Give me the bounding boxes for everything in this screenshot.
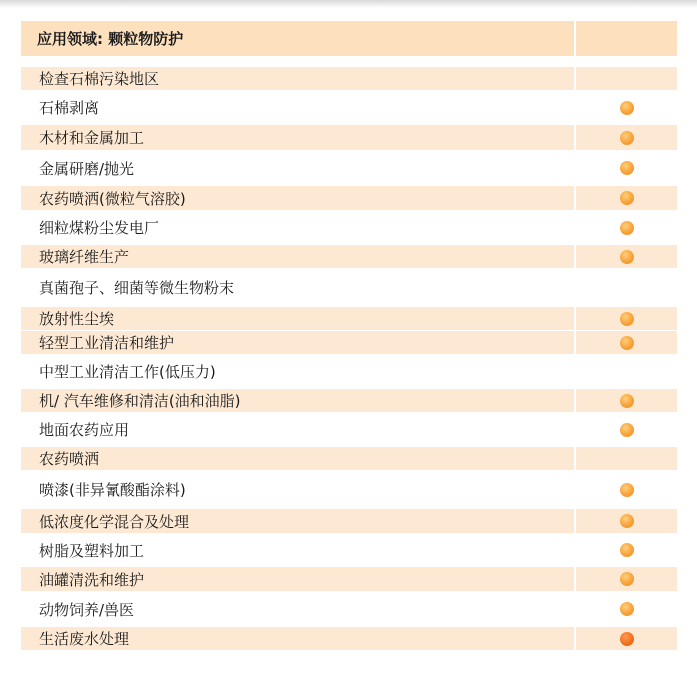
table-row xyxy=(21,151,677,186)
row-label: 木材和金属加工 xyxy=(39,129,145,147)
row-label: 机/ 汽车维修和清洁(油和油脂) xyxy=(39,392,241,410)
row-label: 真菌孢子、细菌等微生物粉末 xyxy=(39,279,235,297)
table-row xyxy=(21,447,677,471)
orange-dot-icon xyxy=(620,221,634,235)
orange-dot-icon xyxy=(620,131,634,145)
row-indicator-cell xyxy=(574,269,677,306)
application-table xyxy=(21,21,677,651)
row-label: 地面农药应用 xyxy=(39,421,130,439)
orange-dot-icon xyxy=(620,101,634,115)
orange-dot-icon xyxy=(620,394,634,408)
row-indicator-cell xyxy=(574,186,677,210)
orange-dot-icon xyxy=(620,572,634,586)
row-label: 中型工业清洁工作(低压力) xyxy=(39,363,216,381)
orange-dot-icon xyxy=(620,514,634,528)
row-indicator-cell xyxy=(574,91,677,124)
orange-dot-icon xyxy=(620,312,634,326)
table-row xyxy=(21,67,677,91)
orange-dot-icon xyxy=(620,632,634,646)
orange-dot-icon xyxy=(620,423,634,437)
row-indicator-cell xyxy=(574,331,677,354)
row-indicator-cell xyxy=(574,125,677,150)
table-row xyxy=(21,509,677,534)
row-label: 金属研磨/抛光 xyxy=(39,159,135,178)
table-row xyxy=(21,471,677,509)
orange-dot-icon xyxy=(620,483,634,497)
table-row xyxy=(21,186,677,211)
orange-dot-icon xyxy=(620,161,634,175)
row-label: 放射性尘埃 xyxy=(39,310,115,328)
table-row xyxy=(21,389,677,413)
row-label: 喷漆(非异氰酸酯涂料) xyxy=(39,481,186,499)
orange-dot-icon xyxy=(620,336,634,350)
row-indicator-cell xyxy=(574,471,677,508)
row-label: 低浓度化学混合及处理 xyxy=(39,512,190,531)
table-body xyxy=(21,67,677,651)
row-indicator-cell xyxy=(574,447,677,470)
row-indicator-cell xyxy=(574,151,677,185)
row-label: 检查石棉污染地区 xyxy=(39,70,160,88)
table-row xyxy=(21,627,677,651)
table-row xyxy=(21,269,677,307)
row-label: 农药喷洒 xyxy=(39,450,100,468)
row-indicator-cell xyxy=(574,389,677,412)
orange-dot-icon xyxy=(620,602,634,616)
row-indicator-cell xyxy=(574,509,677,533)
orange-dot-icon xyxy=(620,250,634,264)
row-label: 农药喷洒(微粒气溶胶) xyxy=(39,189,186,208)
row-indicator-cell xyxy=(574,307,677,330)
row-label: 油罐清洗和维护 xyxy=(39,570,145,589)
row-indicator-cell xyxy=(574,534,677,566)
table-row xyxy=(21,567,677,592)
row-indicator-cell xyxy=(574,245,677,268)
table-row xyxy=(21,355,677,389)
row-label: 生活废水处理 xyxy=(39,630,130,648)
header-spacer xyxy=(21,56,677,67)
orange-dot-icon xyxy=(620,543,634,557)
table-row xyxy=(21,534,677,567)
row-label: 轻型工业清洁和维护 xyxy=(39,334,175,352)
header-title: 应用领域: 颗粒物防护 xyxy=(37,30,184,48)
row-indicator-cell xyxy=(574,67,677,90)
row-label: 动物饲养/兽医 xyxy=(39,600,135,619)
row-label: 玻璃纤维生产 xyxy=(39,248,130,266)
table-row xyxy=(21,413,677,447)
header-dot-column xyxy=(574,21,677,56)
table-header xyxy=(21,21,677,56)
row-indicator-cell xyxy=(574,592,677,626)
table-row xyxy=(21,592,677,627)
table-row xyxy=(21,307,677,331)
top-shadow xyxy=(0,0,697,8)
row-label: 细粒煤粉尘发电厂 xyxy=(39,219,160,237)
table-row xyxy=(21,211,677,245)
orange-dot-icon xyxy=(620,191,634,205)
row-label: 石棉剥离 xyxy=(39,99,100,117)
row-indicator-cell xyxy=(574,355,677,388)
table-row xyxy=(21,125,677,151)
row-indicator-cell xyxy=(574,211,677,244)
table-row xyxy=(21,331,677,355)
row-indicator-cell xyxy=(574,567,677,591)
table-row xyxy=(21,91,677,125)
row-indicator-cell xyxy=(574,627,677,650)
table-row xyxy=(21,245,677,269)
row-indicator-cell xyxy=(574,413,677,446)
row-label: 树脂及塑料加工 xyxy=(39,541,145,560)
